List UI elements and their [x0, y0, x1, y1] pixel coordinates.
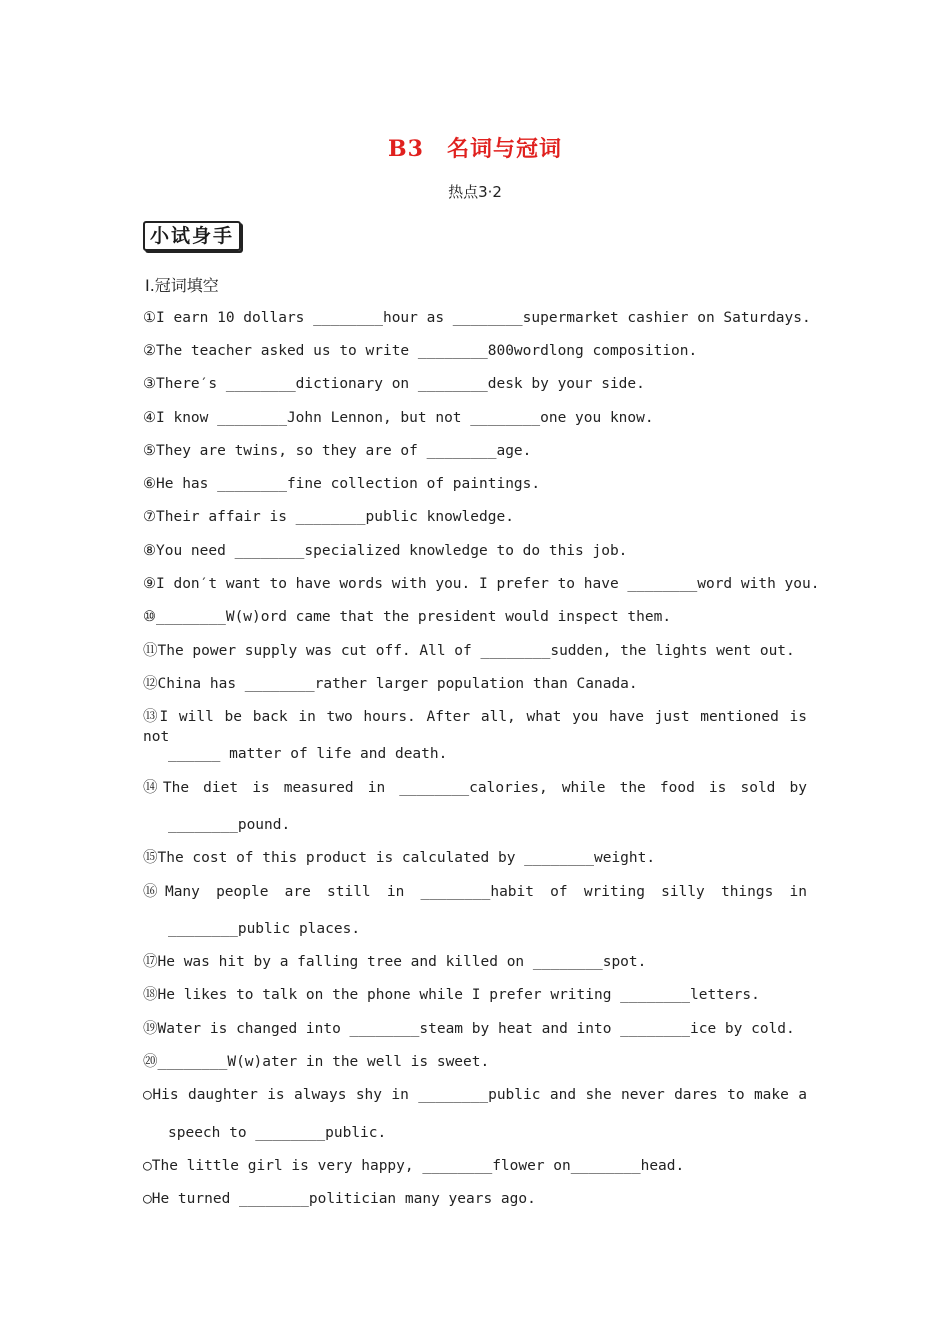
question-7: ⑦Their affair is ________public knowledge. — [143, 509, 514, 525]
question-20: ⑳________W(w)ater in the well is sweet. — [143, 1054, 490, 1070]
question-14-continuation: ________pound. — [168, 817, 291, 833]
question-2: ②The teacher asked us to write ________800wordlong composition. — [143, 343, 698, 359]
question-11: ⑪The power supply was cut off. All of ________sudden, the lights went out. — [143, 643, 795, 659]
question-18: ⑱He likes to talk on the phone while I prefer writing ________letters. — [143, 987, 760, 1003]
question-16-continuation: ________public places. — [168, 921, 361, 937]
section-badge: 小试身手 — [143, 221, 241, 251]
question-13: ⑬I will be back in two hours. After all, what you have just mentioned is not — [143, 709, 807, 745]
question-15: ⑮The cost of this product is calculated by ________weight. — [143, 850, 656, 866]
question-21: ○His daughter is always shy in ________public and she never dares to make a — [143, 1087, 807, 1103]
page-subtitle: 热点3·2 — [448, 183, 502, 201]
section-heading: Ⅰ.冠词填空 — [145, 276, 219, 295]
question-19: ⑲Water is changed into ________steam by heat and into ________ice by cold. — [143, 1021, 795, 1037]
question-1: ①I earn 10 dollars ________hour as ________supermarket cashier on Saturdays. — [143, 310, 811, 326]
page-title: B3 名词与冠词 — [388, 136, 562, 162]
question-21-continuation: speech to ________public. — [168, 1125, 387, 1141]
question-3: ③There′s ________dictionary on ________desk by your side. — [143, 376, 645, 392]
question-12: ⑫China has ________rather larger population than Canada. — [143, 676, 638, 692]
question-23: ○He turned ________politician many years ago. — [143, 1191, 536, 1207]
question-10: ⑩________W(w)ord came that the president would inspect them. — [143, 609, 672, 625]
question-14: ⑭The diet is measured in ________calories, while the food is sold by — [143, 780, 807, 796]
question-13-continuation: ______ matter of life and death. — [168, 746, 448, 762]
question-8: ⑧You need ________specialized knowledge to do this job. — [143, 543, 628, 559]
question-17: ⑰He was hit by a falling tree and killed on ________spot. — [143, 954, 647, 970]
question-9: ⑨I don′t want to have words with you. I prefer to have ________word with you. — [143, 576, 820, 592]
question-5: ⑤They are twins, so they are of ________age. — [143, 443, 532, 459]
question-6: ⑥He has ________fine collection of paintings. — [143, 476, 541, 492]
question-4: ④I know ________John Lennon, but not ________one you know. — [143, 410, 654, 426]
question-16: ⑯Many people are still in ________habit of writing silly things in — [143, 884, 807, 900]
question-22: ○The little girl is very happy, ________flower on________head. — [143, 1158, 685, 1174]
